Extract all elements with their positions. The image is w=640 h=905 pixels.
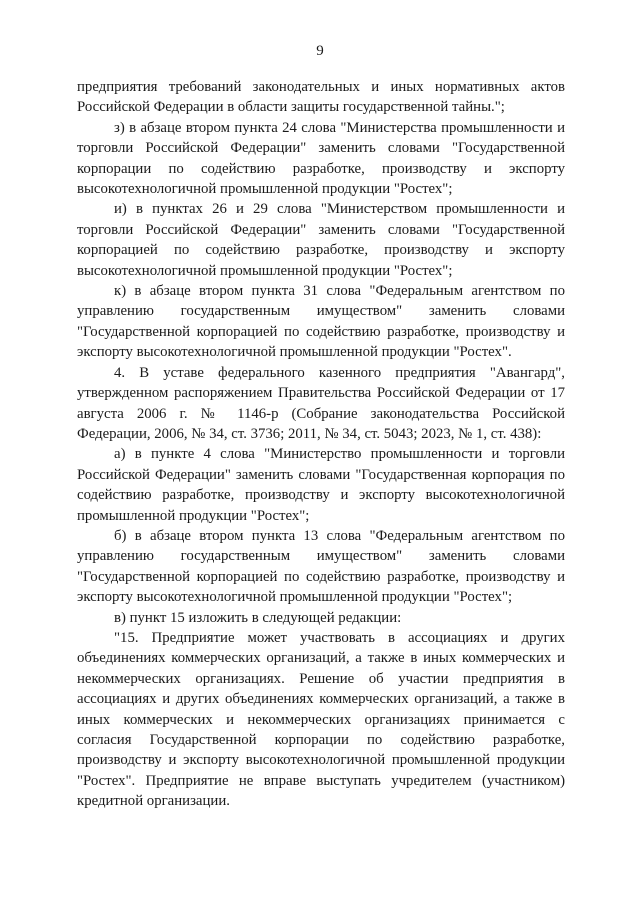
paragraph-continuation: предприятия требований законодательных и иных нормативных актов Российской Федерации в области защиты государственной тайны."; <box>77 79 565 116</box>
paragraph-item-v: в) пункт 15 изложить в следующей редакции: <box>114 609 402 626</box>
paragraph-section-4: 4. В уставе федерального казенного предприятия "Авангард", утвержденном распоряжением Правительства Российской Федерации от 17 августа 2006 г. № 1146-р (Собрание законодательства Российской Федерации, 2006, № 34, ст. 3736; 2011, № 34, ст. 5043; 2023, № 1, ст. 438): <box>77 364 565 442</box>
paragraph-clause-15: "15. Предприятие может участвовать в ассоциациях и других объединениях коммерческих организаций, а также в иных коммерческих и некоммерческих организациях. Решение об участии предприятия в ассоциациях и других объединениях коммерческих организаций, а также в иных коммерческих и некоммерческих организациях принимается с согласия Государственной корпорации по содействию разработке, производству и экспорту высокотехнологичной промышленной продукции "Ростех". Предприятие не вправе выступать учредителем (участником) кредитной организации. <box>77 629 565 810</box>
paragraph-item-a: а) в пункте 4 слова "Министерство промышленности и торговли Российской Федерации" заменить словами "Государственная корпорация по содействию разработке, производству и экспорту высокотехнологичной промышленной продукции "Ростех"; <box>77 446 565 524</box>
paragraph-item-i: и) в пунктах 26 и 29 слова "Министерством промышленности и торговли Российской Федерации" заменить словами "Государственной корпорацией по содействию разработке, производству и экспорту высокотехнологичной промышленной продукции "Ростех"; <box>77 201 565 279</box>
paragraph-item-k: к) в абзаце втором пункта 31 слова "Федеральным агентством по управлению государственным имуществом" заменить словами "Государственной корпорацией по содействию разработке, производству и экспорту высокотехнологичной промышленной продукции "Ростех". <box>77 283 565 361</box>
page-number: 9 <box>316 43 324 59</box>
document-body <box>77 77 565 812</box>
paragraph-item-z: з) в абзаце втором пункта 24 слова "Министерства промышленности и торговли Российской Федерации" заменить словами "Государственной корпорации по содействию разработке, производству и экспорту высокотехнологичной промышленной продукции "Ростех"; <box>77 119 565 198</box>
paragraph-item-b: б) в абзаце втором пункта 13 слова "Федеральным агентством по управлению государственным имуществом" заменить словами "Государственной корпорацией по содействию разработке, производству и экспорту высокотехнологичной промышленной продукции "Ростех"; <box>77 527 565 606</box>
